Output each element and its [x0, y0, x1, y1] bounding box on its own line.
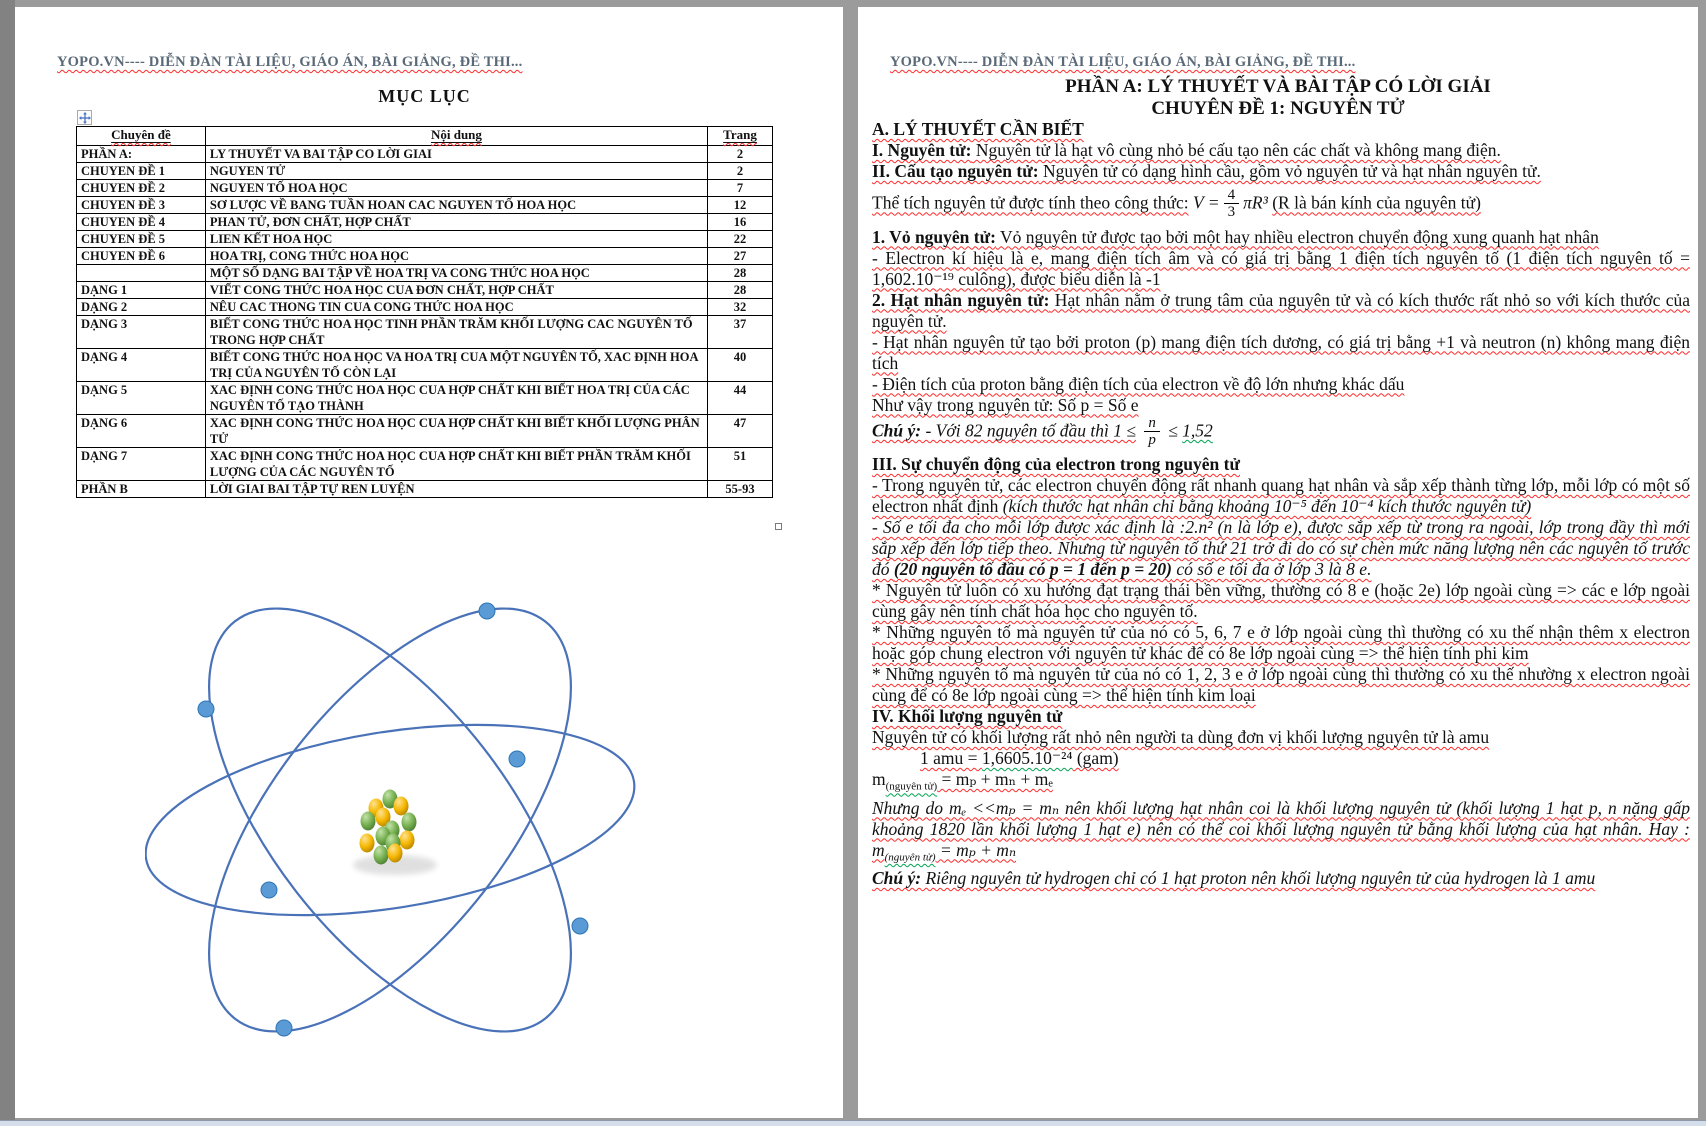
neutron-ball	[388, 844, 403, 863]
toc-row	[77, 146, 773, 163]
table-resize-handle[interactable]	[775, 523, 782, 530]
toc-cell-page: 37	[708, 316, 773, 349]
toc-cell-page: 40	[708, 349, 773, 382]
toc-row	[77, 282, 773, 299]
toc-cell-content: LY THUYẾT VA BAI TẬP CO LỜI GIAI	[205, 146, 707, 163]
toc-cell-page: 47	[708, 415, 773, 448]
toc-row	[77, 448, 773, 481]
para-dientich: - Điện tích của proton bằng điện tích của electron về độ lớn nhưng khác dấu	[872, 373, 1405, 394]
para-nguyentu: I. Nguyên tử: Nguyên tử là hạt vô cùng nhỏ bé cấu tạo nên các chất và không mang điện.	[872, 140, 1501, 160]
toc-row	[77, 248, 773, 265]
para-chuy-2: Chú ý: Riêng nguyên tử hydrogen chỉ có 1 hạt proton nên khối lượng nguyên tử của hydrogen là 1 amu	[872, 868, 1596, 889]
toc-cell-topic	[77, 265, 206, 282]
proton-ball	[361, 812, 376, 831]
toc-cell-page: 22	[708, 231, 773, 248]
toc-cell-topic: DẠNG 1	[77, 282, 206, 299]
toc-table	[76, 126, 773, 498]
formula-v-lhs: V =	[1193, 192, 1220, 213]
para-cautao: II. Cấu tạo nguyên tử: Nguyên tử có dạng hình cầu, gồm vỏ nguyên tử và hạt nhân nguyên tử.	[872, 161, 1541, 181]
toc-cell-topic: PHẦN A:	[77, 146, 206, 163]
toc-row	[77, 299, 773, 316]
para-m-formula: $m_{(nguyên tử)} = m_p + m_n + m_e$	[872, 769, 1053, 793]
atom-diagram[interactable]	[145, 540, 640, 1042]
para-trong-nguyentu: - Trong nguyên tử, các electron chuyển động rất nhanh quang hạt nhân và sắp xếp thành từng lớp, mỗi lớp có một số electron nhất định (kích thước hạt nhân chỉ bằng khoảng 10⁻⁵ đến 10⁻⁴ kích thước nguyên tử)	[872, 475, 1690, 517]
para-nhung-do: Nhưng do mₑ <<mₚ = mₙ nên khối lượng hạt nhân coi là khối lượng nguyên tử (khối lượng 1 hạt p, n nặng gấp khoảng 1820 lần khối lượng 1 hạt e) nên có thể coi khối lượng nguyên tử bằng khối lượng của hạt nhân. Hay : $m_{(nguyên tử)} = m_p + m_n$	[872, 797, 1690, 864]
page-header-watermark	[890, 54, 1355, 71]
electron-dot	[276, 1020, 292, 1036]
toc-title: MỤC LỤC	[378, 86, 471, 106]
section-3-heading: III. Sự chuyển động của electron trong nguyên tử	[872, 454, 1240, 475]
electron-dot	[479, 603, 495, 619]
toc-cell-page: 12	[708, 197, 773, 214]
toc-cell-page: 51	[708, 448, 773, 481]
toc-row	[77, 481, 773, 498]
toc-row	[77, 214, 773, 231]
section-a-heading: A. LÝ THUYẾT CẦN BIẾT	[872, 119, 1084, 139]
toc-header-row	[77, 127, 773, 146]
horizontal-scrollbar-track[interactable]	[0, 1120, 1706, 1126]
section-4-heading: IV. Khối lượng nguyên tử	[872, 706, 1063, 727]
move-arrows-icon	[79, 112, 91, 124]
toc-row	[77, 163, 773, 180]
page-header-text: YOPO.VN---- DIỄN ĐÀN TÀI LIỆU, GIÁO ÁN, BÀI GIẢNG, ĐỀ THI...	[890, 54, 1356, 70]
toc-cell-content: BIẾT CONG THỨC HOA HỌC TINH PHẦN TRĂM KHỐI LƯỢNG CAC NGUYÊN TỐ TRONG HỢP CHẤT	[205, 316, 707, 349]
toc-cell-page: 2	[708, 146, 773, 163]
toc-cell-content: NÊU CAC THONG TIN CUA CONG THỨC HOA HỌC	[205, 299, 707, 316]
electron-dot	[572, 918, 588, 934]
toc-cell-topic: CHUYEN ĐỀ 6	[77, 248, 206, 265]
toc-cell-page: 2	[708, 163, 773, 180]
toc-cell-content: VIẾT CONG THỨC HOA HỌC CUA ĐƠN CHẤT, HỢP CHẤT	[205, 282, 707, 299]
table-move-handle[interactable]	[77, 110, 92, 125]
formula-v-rhs: πR³	[1243, 192, 1268, 213]
toc-cell-topic: DẠNG 5	[77, 382, 206, 415]
toc-cell-content: SƠ LƯỢC VỀ BANG TUẦN HOAN CAC NGUYEN TỐ HOA HỌC	[205, 197, 707, 214]
toc-cell-topic: DẠNG 7	[77, 448, 206, 481]
toc-header-page: Trang	[708, 127, 773, 146]
neutron-ball	[394, 797, 409, 816]
para-khoiluong: Nguyên tử có khối lượng rất nhỏ nên người ta dùng đơn vị khối lượng nguyên tử là amu	[872, 727, 1490, 748]
electron-dot	[261, 882, 277, 898]
left-window-edge	[0, 0, 15, 1126]
toc-row	[77, 349, 773, 382]
toc-cell-topic: CHUYEN ĐỀ 4	[77, 214, 206, 231]
toc-cell-topic: CHUYEN ĐỀ 5	[77, 231, 206, 248]
para-hatnhan: 2. Hạt nhân nguyên tử: Hạt nhân nằm ở trung tâm của nguyên tử và có kích thước rất nhỏ so với kích thước của nguyên tử.	[872, 289, 1690, 331]
toc-cell-page: 7	[708, 180, 773, 197]
electron-dot	[198, 701, 214, 717]
toc-cell-page: 16	[708, 214, 773, 231]
para-nhuvay: Như vậy trong nguyên tử: Số p = Số e	[872, 394, 1139, 415]
toc-row	[77, 231, 773, 248]
toc-cell-topic: DẠNG 3	[77, 316, 206, 349]
para-proton: - Hạt nhân nguyên tử tạo bởi proton (p) mang điện tích dương, có giá trị bằng +1 và neutron (n) không mang điện tích	[872, 331, 1690, 373]
toc-cell-topic: PHẦN B	[77, 481, 206, 498]
page-header-watermark	[57, 54, 522, 71]
toc-cell-content: NGUYEN TỬ	[205, 163, 707, 180]
toc-cell-page: 44	[708, 382, 773, 415]
toc-header-topic: Chuyên đề	[77, 127, 206, 146]
toc-cell-content: MỘT SỐ DẠNG BAI TẬP VỀ HOA TRỊ VA CONG THỨC HOA HỌC	[205, 265, 707, 282]
para-so-e: - Số e tối đa cho mỗi lớp được xác định là :2.n² (n là lớp e), được sắp xếp từ trong ra ngoài, lớp trong đầy thì mới sắp xếp đến lớp tiếp theo. Nhưng từ nguyên tố thứ 21 trở đi do có sự chèn mức năng lượng nên các nguyên tố trước đó (20 nguyên tố đầu có p = 1 đến p = 20) có số e tối đa ở lớp 3 là 8 e.	[872, 517, 1690, 580]
toc-cell-content: PHAN TỬ, ĐƠN CHẤT, HỢP CHẤT	[205, 214, 707, 231]
toc-row	[77, 265, 773, 282]
toc-cell-content: BIẾT CONG THỨC HOA HỌC VA HOA TRỊ CUA MỘT NGUYÊN TỐ, XAC ĐỊNH HOA TRỊ CỦA NGUYÊN TỐ CÒN LẠI	[205, 349, 707, 382]
electron-dot	[509, 751, 525, 767]
toc-cell-topic: DẠNG 4	[77, 349, 206, 382]
para-electron: - Electron kí hiệu là e, mang điện tích âm và có giá trị bằng 1 điện tích nguyên tố (1 điện tích nguyên tố = 1,602.10⁻¹⁹ culông), được biểu diễn là -1	[872, 247, 1690, 289]
toc-cell-content: XAC ĐỊNH CONG THỨC HOA HỌC CUA HỢP CHẤT KHI BIẾT HOA TRỊ CỦA CÁC NGUYÊN TỐ TẠO THÀNH	[205, 382, 707, 415]
toc-cell-topic: DẠNG 6	[77, 415, 206, 448]
toc-cell-topic: CHUYEN ĐỀ 2	[77, 180, 206, 197]
toc-cell-topic: CHUYEN ĐỀ 3	[77, 197, 206, 214]
para-star-1: * Nguyên tử luôn có xu hướng đạt trạng thái bền vững, thường có 8 e (hoặc 2e) lớp ngoài cùng => các e lớp ngoài cùng gây nên tính chất hóa học cho nguyên tố.	[872, 580, 1690, 622]
toc-cell-content: LỜI GIAI BAI TẬP TỰ REN LUYỆN	[205, 481, 707, 498]
fraction-4-3: $\frac{4}{3}$	[1224, 188, 1240, 221]
page-right	[858, 7, 1698, 1118]
fraction-n-p: $\frac{n}{p}$	[1144, 416, 1160, 449]
toc-row	[77, 197, 773, 214]
para-chuy-1: Chú ý: - Với 82 nguyên tố đầu thì 1 ≤ $\frac{n}{p}$ ≤ 1,52	[872, 414, 1213, 448]
toc-cell-content: XAC ĐỊNH CONG THỨC HOA HỌC CUA HỢP CHẤT KHI BIẾT PHẦN TRĂM KHỐI LƯỢNG CỦA CÁC NGUYÊN TỐ	[205, 448, 707, 481]
toc-row	[77, 415, 773, 448]
proton-ball	[402, 813, 417, 832]
part-a-title: PHẦN A: LÝ THUYẾT VÀ BÀI TẬP CÓ LỜI GIẢI	[1065, 76, 1491, 97]
proton-ball	[374, 846, 389, 865]
para-star-2: * Những nguyên tố mà nguyên tử của nó có 5, 6, 7 e ở lớp ngoài cùng thì thường có xu thế nhận thêm x electron hoặc góp chung electron với nguyên tử khác để có 8e lớp ngoài cùng => thể hiện tính phi kim	[872, 622, 1690, 664]
neutron-ball	[400, 831, 415, 850]
para-star-3: * Những nguyên tố mà nguyên tử của nó có 1, 2, 3 e ở lớp ngoài cùng thì thường có xu thế nhường x electron ngoài cùng để có 8e lớp ngoài cùng => thể hiện tính kim loại	[872, 664, 1690, 706]
toc-cell-page: 27	[708, 248, 773, 265]
para-amu: 1 amu = 1,6605.10⁻²⁴ (gam)	[920, 748, 1119, 769]
toc-row	[77, 180, 773, 197]
toc-row	[77, 382, 773, 415]
theory-body	[872, 119, 1690, 889]
para-vo-nguyentu: 1. Vỏ nguyên tử: Vỏ nguyên tử được tạo bởi một hay nhiều electron chuyển động xung quanh hạt nhân	[872, 226, 1599, 247]
page-header-text: YOPO.VN---- DIỄN ĐÀN TÀI LIỆU, GIÁO ÁN, BÀI GIẢNG, ĐỀ THI...	[57, 54, 523, 70]
toc-cell-page: 28	[708, 265, 773, 282]
toc-header-content: Nội dung	[205, 127, 707, 146]
toc-cell-topic: CHUYEN ĐỀ 1	[77, 163, 206, 180]
toc-cell-topic: DẠNG 2	[77, 299, 206, 316]
toc-cell-content: NGUYEN TỐ HOA HỌC	[205, 180, 707, 197]
toc-cell-content: LIEN KẾT HOA HỌC	[205, 231, 707, 248]
toc-cell-page: 28	[708, 282, 773, 299]
nucleus-group	[360, 790, 417, 865]
toc-cell-page: 55-93	[708, 481, 773, 498]
chapter-title: CHUYÊN ĐỀ 1: NGUYÊN TỬ	[1151, 98, 1405, 119]
para-thetich-formula: Thể tích nguyên tử được tính theo công thức: V = $\frac{4}{3}$ πR³ (R là bán kính của nguyên tử)	[872, 187, 1481, 221]
toc-cell-content: HOA TRỊ, CONG THỨC HOA HỌC	[205, 248, 707, 265]
page-left	[15, 7, 843, 1118]
toc-cell-page: 32	[708, 299, 773, 316]
neutron-ball	[360, 834, 375, 853]
toc-row	[77, 316, 773, 349]
toc-cell-content: XAC ĐỊNH CONG THỨC HOA HỌC CUA HỢP CHẤT KHI BIẾT KHỐI LƯỢNG PHÂN TỬ	[205, 415, 707, 448]
toc-body	[77, 146, 773, 498]
